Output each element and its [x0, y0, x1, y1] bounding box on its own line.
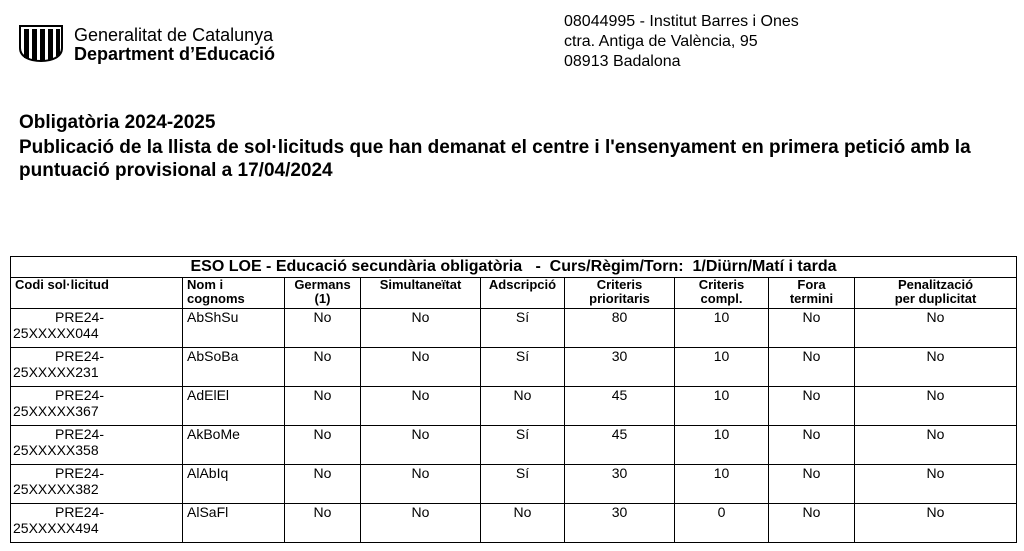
column-header-penalitzacio-line2: per duplicitat [894, 291, 977, 306]
cell-penalitzacio: No [855, 348, 1017, 387]
school-line-3: 08913 Badalona [564, 53, 681, 70]
code-line2: 25XXXXX231 [13, 364, 99, 380]
cell-germans: No [285, 504, 361, 543]
school-line-2: ctra. Antiga de València, 95 [564, 33, 758, 50]
cell-code [11, 348, 183, 387]
column-header-germans-line1: Germans [294, 277, 351, 292]
cell-complementaris: 10 [675, 348, 769, 387]
cell-prioritaris: 45 [565, 426, 675, 465]
cell-prioritaris: 80 [565, 309, 675, 348]
cell-penalitzacio: No [855, 309, 1017, 348]
cell-code [11, 387, 183, 426]
table-row [11, 309, 1017, 348]
cell-code [11, 426, 183, 465]
column-header-fora-termini [769, 278, 855, 309]
column-header-germans [285, 278, 361, 309]
cell-penalitzacio: No [855, 426, 1017, 465]
cell-fora-termini: No [769, 465, 855, 504]
school-line-1: 08044995 - Institut Barres i Ones [564, 13, 799, 30]
cell-adscripcio: No [481, 504, 565, 543]
column-header-name [183, 278, 285, 309]
column-header-complementaris [675, 278, 769, 309]
column-header-fora-termini-line1: Fora [797, 277, 826, 292]
cell-adscripcio: Sí [481, 348, 565, 387]
cell-name: AlSaFl [183, 504, 285, 543]
column-header-fora-termini-line2: termini [789, 291, 834, 306]
cell-name: AdElEl [183, 387, 285, 426]
organization-name [74, 26, 275, 64]
school-info [564, 12, 799, 72]
table-caption-text: ESO LOE - Educació secundària obligatòria - Curs/Règim/Torn: 1/Diürn/Matí i tarda [190, 258, 837, 275]
column-header-adscripcio [481, 278, 565, 309]
column-header-penalitzacio [855, 278, 1017, 309]
column-header-complementaris-line2: compl. [700, 291, 743, 306]
code-line1: PRE24- [54, 387, 105, 403]
cell-name: AlAbIq [183, 465, 285, 504]
cell-germans: No [285, 387, 361, 426]
cell-name: AbShSu [183, 309, 285, 348]
cell-adscripcio: No [481, 387, 565, 426]
cell-name: AbSoBa [183, 348, 285, 387]
cell-prioritaris: 30 [565, 504, 675, 543]
cell-germans: No [285, 465, 361, 504]
cell-germans: No [285, 426, 361, 465]
document-title: Obligatòria 2024-2025 [19, 112, 216, 133]
column-header-simultaneitat-label: Simultaneïtat [379, 277, 462, 292]
org-line-1: Generalitat de Catalunya [74, 25, 274, 45]
cell-adscripcio: Sí [481, 426, 565, 465]
code-line2: 25XXXXX494 [13, 520, 99, 536]
cell-prioritaris: 30 [565, 348, 675, 387]
column-header-adscripcio-label: Adscripció [488, 277, 557, 292]
table-row [11, 348, 1017, 387]
code-line1: PRE24- [54, 465, 105, 481]
generalitat-logo-icon [18, 24, 64, 62]
code-line1: PRE24- [54, 348, 105, 364]
cell-penalitzacio: No [855, 504, 1017, 543]
table-row [11, 387, 1017, 426]
cell-complementaris: 0 [675, 504, 769, 543]
code-line2: 25XXXXX382 [13, 481, 99, 497]
applications-table [10, 256, 1017, 543]
code-line1: PRE24- [54, 504, 105, 520]
table-row [11, 504, 1017, 543]
table-row [11, 465, 1017, 504]
cell-fora-termini: No [769, 309, 855, 348]
cell-simultaneitat: No [361, 387, 481, 426]
document-heading: Publicació de la llista de sol·licituds que han demanat el centre i l'ensenyament en primera petició amb la puntuació provisional a 17/04/2024 [19, 137, 971, 181]
code-line2: 25XXXXX044 [13, 325, 99, 341]
cell-prioritaris: 30 [565, 465, 675, 504]
column-header-prioritaris-line1: Criteris [596, 277, 643, 292]
table-row [11, 426, 1017, 465]
cell-germans: No [285, 348, 361, 387]
cell-name: AkBoMe [183, 426, 285, 465]
cell-adscripcio: Sí [481, 465, 565, 504]
cell-fora-termini: No [769, 348, 855, 387]
cell-adscripcio: Sí [481, 309, 565, 348]
column-header-name-line1: Nom i [187, 277, 224, 292]
column-header-code [11, 278, 183, 309]
cell-simultaneitat: No [361, 348, 481, 387]
cell-simultaneitat: No [361, 426, 481, 465]
column-header-simultaneitat [361, 278, 481, 309]
cell-penalitzacio: No [855, 465, 1017, 504]
column-header-prioritaris [565, 278, 675, 309]
cell-code [11, 465, 183, 504]
cell-complementaris: 10 [675, 309, 769, 348]
table-caption [11, 257, 1017, 278]
cell-prioritaris: 45 [565, 387, 675, 426]
cell-fora-termini: No [769, 426, 855, 465]
cell-germans: No [285, 309, 361, 348]
column-header-complementaris-line1: Criteris [698, 277, 745, 292]
cell-simultaneitat: No [361, 465, 481, 504]
cell-complementaris: 10 [675, 465, 769, 504]
column-header-code-label: Codi sol·licitud [15, 277, 109, 292]
cell-code [11, 309, 183, 348]
cell-code [11, 504, 183, 543]
cell-simultaneitat: No [361, 504, 481, 543]
cell-fora-termini: No [769, 504, 855, 543]
code-line2: 25XXXXX367 [13, 403, 99, 419]
cell-penalitzacio: No [855, 387, 1017, 426]
code-line2: 25XXXXX358 [13, 442, 99, 458]
column-header-germans-line2: (1) [314, 291, 331, 306]
column-header-penalitzacio-line1: Penalització [897, 277, 974, 292]
column-header-prioritaris-line2: prioritaris [589, 291, 650, 306]
cell-complementaris: 10 [675, 387, 769, 426]
code-line1: PRE24- [54, 426, 105, 442]
cell-simultaneitat: No [361, 309, 481, 348]
cell-complementaris: 10 [675, 426, 769, 465]
cell-fora-termini: No [769, 387, 855, 426]
code-line1: PRE24- [54, 309, 105, 325]
column-header-name-line2: cognoms [187, 291, 245, 306]
org-line-2: Department d’Educació [74, 44, 276, 64]
